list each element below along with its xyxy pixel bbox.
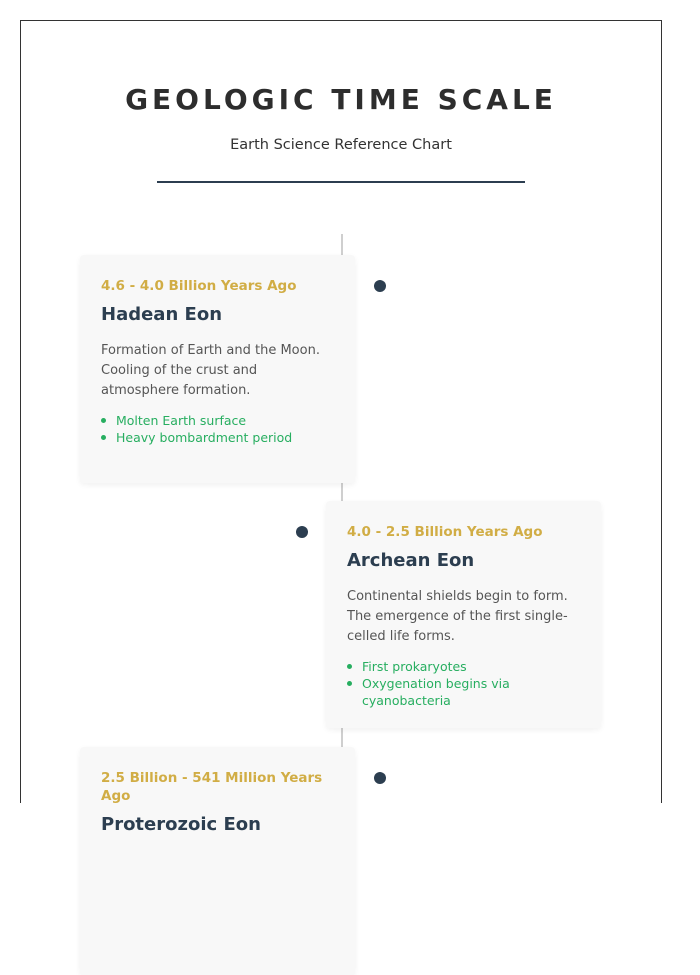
fact-item [101,429,335,446]
timeline-marker-dot [296,526,308,538]
fact-text: First prokaryotes [362,659,467,674]
era-name: Hadean Eon [101,304,223,325]
era-date: 4.0 - 2.5 Billion Years Ago [347,524,543,540]
bullet-icon [101,418,106,423]
fact-text: Molten Earth surface [116,413,247,428]
bullet-icon [347,681,352,686]
fact-text: Heavy bombardment period [116,430,293,445]
era-facts [347,658,581,709]
era-description: Continental shields begin to form. The emergence of the first single-celled life forms. [347,589,568,644]
timeline-card-proterozoic [80,747,355,975]
bullet-icon [347,664,352,669]
fact-item [347,658,581,675]
fact-item [347,675,581,709]
era-name: Archean Eon [347,550,475,571]
era-name: Proterozoic Eon [101,814,261,835]
era-description: Formation of Earth and the Moon. Cooling of the crust and atmosphere formation. [101,343,320,398]
header-divider [157,181,525,183]
bullet-icon [101,435,106,440]
page-subtitle: Earth Science Reference Chart [230,137,452,153]
era-date: 2.5 Billion - 541 Million Years Ago [101,770,323,804]
timeline-card-archean [326,501,601,728]
era-facts [101,412,335,446]
timeline-marker-dot [374,772,386,784]
page-title: GEOLOGIC TIME SCALE [125,83,557,116]
fact-text: Oxygenation begins via cyanobacteria [362,676,510,708]
page-frame [20,20,662,835]
era-date: 4.6 - 4.0 Billion Years Ago [101,278,297,294]
fact-item [101,412,335,429]
timeline-card-hadean [80,255,355,483]
timeline-marker-dot [374,280,386,292]
